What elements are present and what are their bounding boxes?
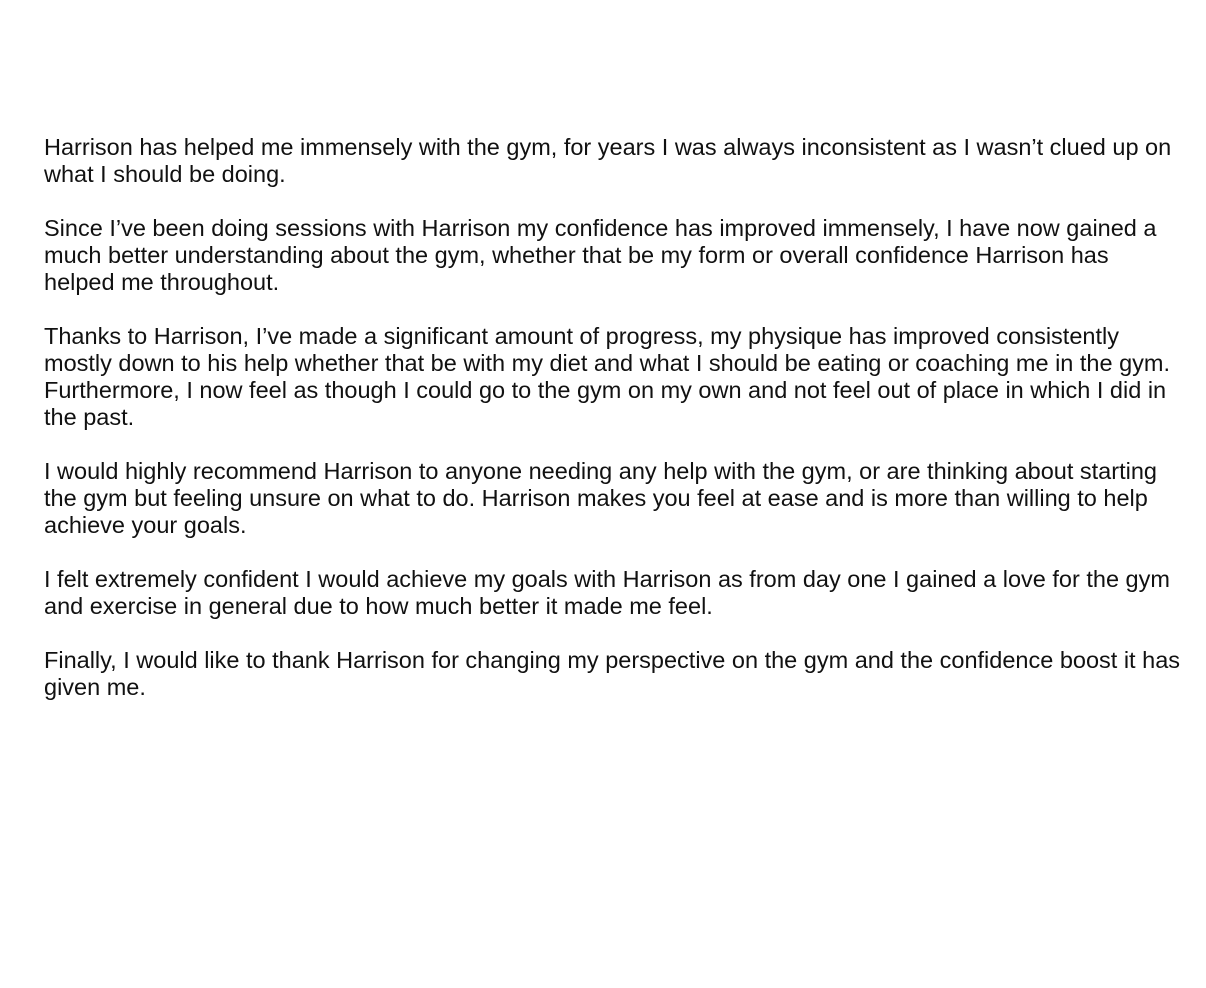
paragraph-4: I would highly recommend Harrison to anyone needing any help with the gym, or are thinking about starting the gym but feeling unsure on what to do. Harrison makes you feel at ease and is more than willing to help achieve your goals.: [44, 458, 1157, 538]
paragraph-1: Harrison has helped me immensely with the gym, for years I was always inconsistent as I wasn’t clued up on what I should be doing.: [44, 134, 1172, 187]
paragraph-5: I felt extremely confident I would achieve my goals with Harrison as from day one I gained a love for the gym and exercise in general due to how much better it made me feel.: [44, 566, 1170, 619]
testimonial-document: [44, 134, 1184, 728]
paragraph-3: Thanks to Harrison, I’ve made a significant amount of progress, my physique has improved consistently mostly down to his help whether that be with my diet and what I should be eating or coaching me in the gym. Furthermore, I now feel as though I could go to the gym on my own and not feel out of place in which I did in the past.: [44, 323, 1171, 430]
paragraph-6: Finally, I would like to thank Harrison for changing my perspective on the gym and the confidence boost it has given me.: [44, 647, 1181, 700]
paragraph-2: Since I’ve been doing sessions with Harrison my confidence has improved immensely, I have now gained a much better understanding about the gym, whether that be my form or overall confidence Harrison has helped me throughout.: [44, 215, 1157, 295]
